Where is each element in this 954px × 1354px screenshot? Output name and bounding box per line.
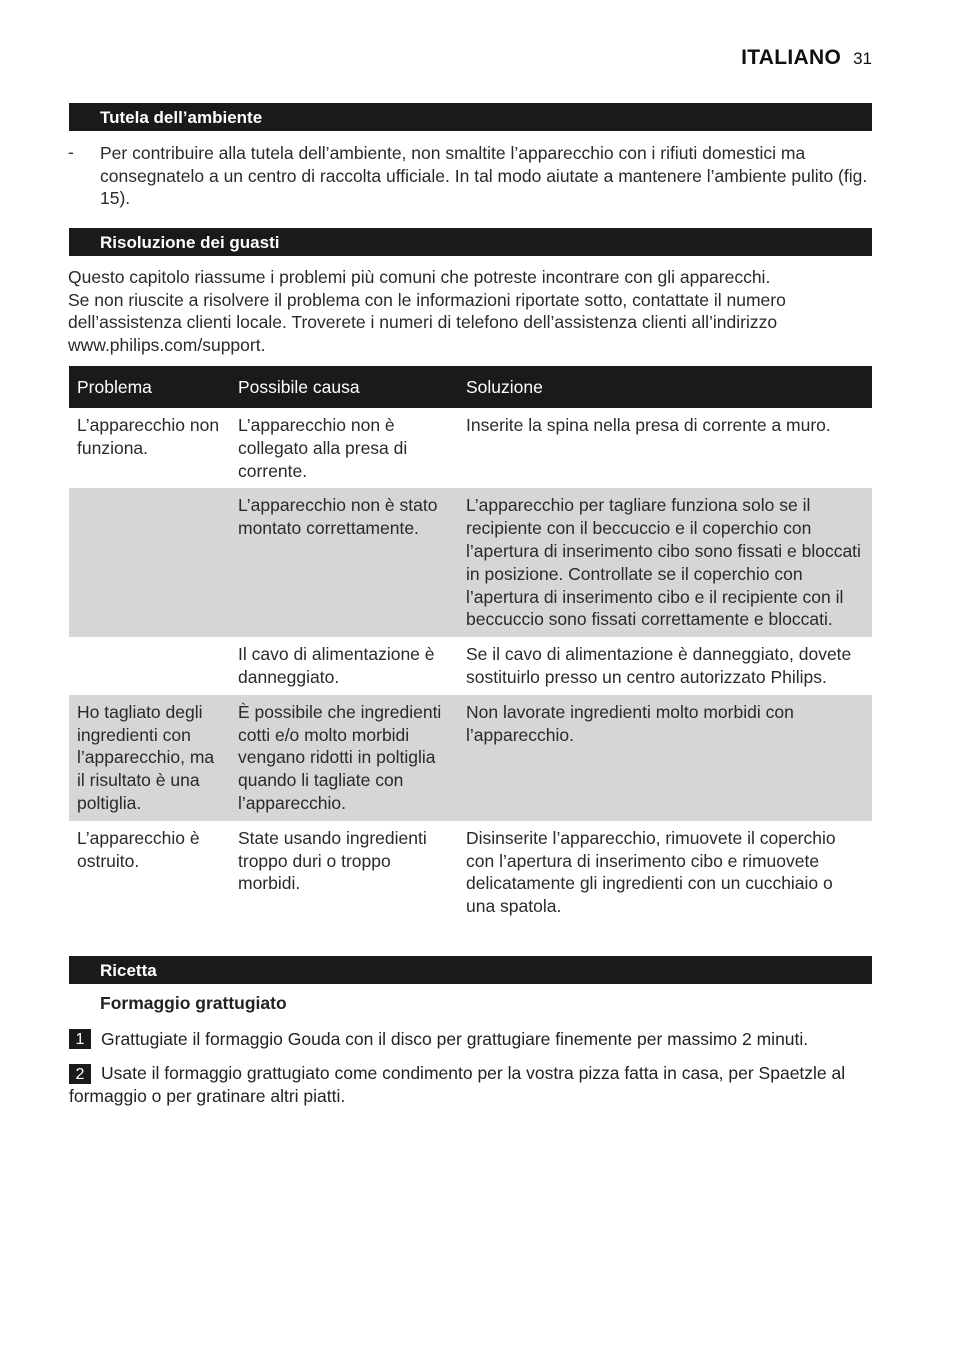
step-text-2: Usate il formaggio grattugiato come condimento per la vostra pizza fatta in casa, per Spaetzle al formaggio o per gratinare altri piatti. [69,1063,846,1106]
table-row [69,821,872,924]
intro-line-2: Se non riuscite a risolvere il problema con le informazioni riportate sotto, contattate il numero dell’assistenza clienti locale. Troverete i numeri di telefono dell’assistenza clienti all’indirizzo www.philips.com/support. [68,289,786,355]
table-row [69,695,872,821]
step-text-1: Grattugiate il formaggio Gouda con il disco per grattugiare finemente per massimo 2 minuti. [101,1029,809,1049]
intro-line-1: Questo capitolo riassume i problemi più comuni che potreste incontrare con gli apparecchi. [68,267,771,287]
cause-cell: State usando ingredienti troppo duri o troppo morbidi. [238,827,427,894]
solution-cell: Inserite la spina nella presa di corrente a muro. [466,415,831,435]
step-number-2: 2 [69,1064,91,1084]
problem-cell [69,637,230,695]
cause-cell: L’apparecchio non è stato montato correttamente. [230,488,458,637]
problem-cell: L’apparecchio non funziona. [77,415,220,458]
problem-cell: Ho tagliato degli ingredienti con l’apparecchio, ma il risultato è una poltiglia. [69,695,230,821]
problem-cell: L’apparecchio è ostruito. [77,827,200,871]
environment-text: Per contribuire alla tutela dell’ambiente, non smaltite l’apparecchio con i rifiuti domestici ma consegnatelo a un centro di raccolta ufficiale. In tal modo aiutate a mantenere l’ambiente pulito (fig. 15). [100,143,868,208]
bullet-marker: - [68,142,74,162]
column-header-solution: Soluzione [458,366,872,408]
table-header-row [69,366,872,408]
problem-cell [69,488,230,637]
section-heading-troubleshooting: Risoluzione dei guasti [69,228,872,256]
solution-cell: Disinserite l’apparecchio, rimuovete il coperchio con l’apertura di inserimento cibo e rimuovete delicatamente gli ingredienti con un cucchiaio o una spatola. [466,827,836,917]
language-label: ITALIANO [741,46,842,69]
step-number-1: 1 [69,1029,91,1049]
page-number: 31 [853,49,872,68]
solution-cell: L’apparecchio per tagliare funziona solo se il recipiente con il beccuccio e il coperchio con l’apertura di inserimento cibo sono fissati e bloccati in posizione. Controllate se il coperchio con l’apertura di inserimento cibo e il recipiente con il beccuccio sono fissati correttamente e bloccati. [458,488,872,637]
column-header-cause: Possibile causa [230,366,458,408]
troubleshooting-table [69,366,872,924]
table-row [69,488,872,637]
cause-cell: Il cavo di alimentazione è danneggiato. [238,644,435,687]
table-row [69,637,872,695]
section-heading-recipe: Ricetta [69,956,872,984]
cause-cell: L’apparecchio non è collegato alla presa di corrente. [238,415,408,481]
page-header [741,46,872,70]
recipe-subtitle: Formaggio grattugiato [100,993,287,1013]
troubleshooting-intro [68,266,872,356]
cause-cell: È possibile che ingredienti cotti e/o molto morbidi vengano ridotti in poltiglia quando li tagliate con l’apparecchio. [230,695,458,821]
table-row [69,408,872,488]
section-heading-environment: Tutela dell’ambiente [69,103,872,131]
column-header-problem: Problema [69,366,230,408]
solution-cell: Non lavorate ingredienti molto morbidi con l’apparecchio. [458,695,872,821]
solution-cell: Se il cavo di alimentazione è danneggiato, dovete sostituirlo presso un centro autorizzato Philips. [466,644,852,687]
